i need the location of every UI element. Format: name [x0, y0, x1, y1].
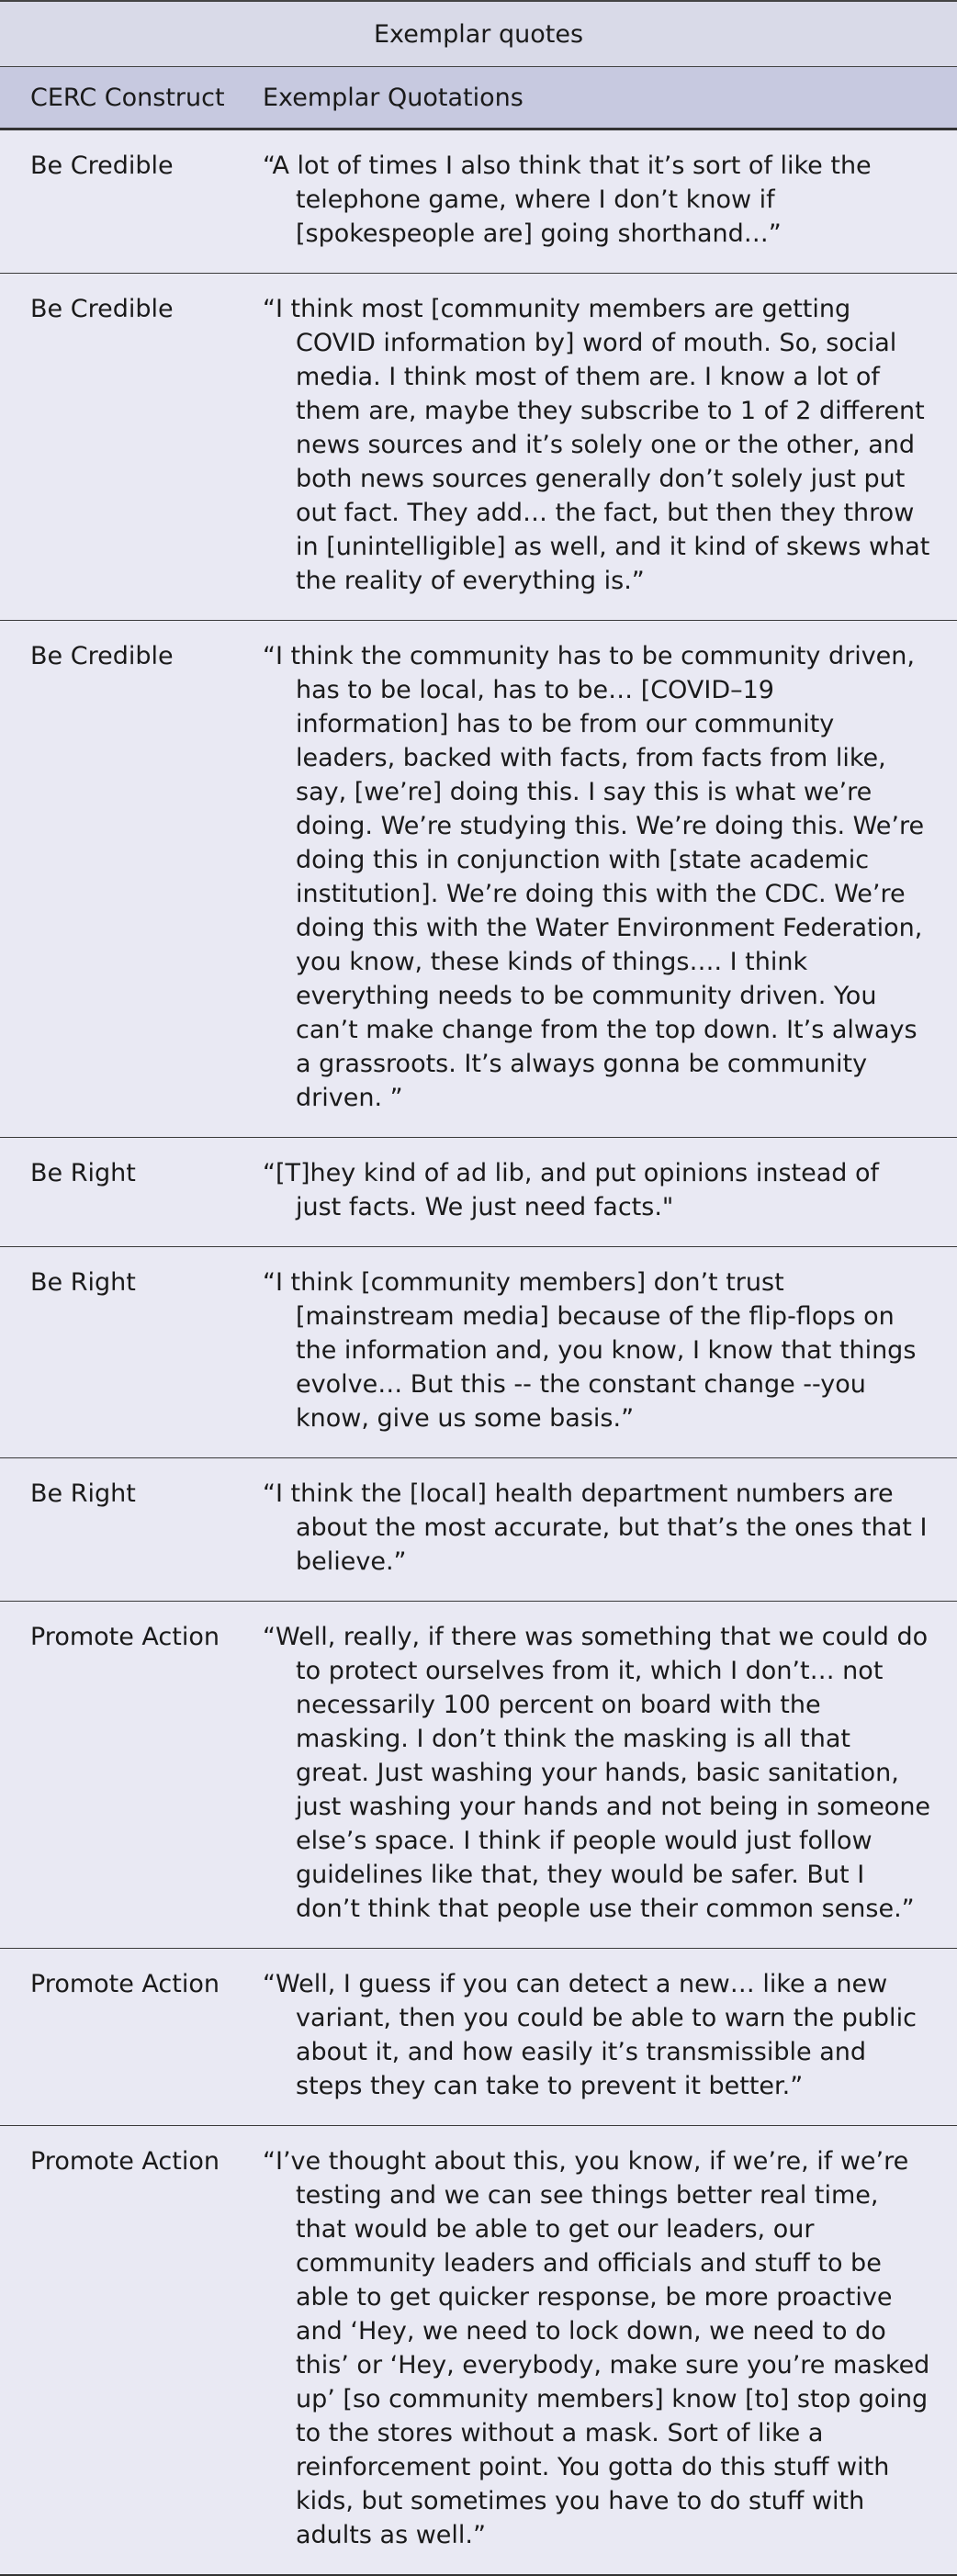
quote-text: “I think most [community members are getting COVID information by] word of mouth. So, social media. I think most of them are. I know a lot of them are, maybe they subscribe to 1 of 2 different news sources and it’s solely one or the other, and both news sources generally don’t solely just put out fact. They add… the fact, but then they throw in [unintelligible] as well, and it kind of skews what the reality of everything is.”: [263, 295, 930, 595]
quote-cell: [248, 1247, 957, 1458]
quote-text: “I think the community has to be community driven, has to be local, has to be… [COVID–19 information] has to be from our community leaders, backed with facts, from facts from like, say, [we’re] doing this. I say this is what we’re doing. We’re studying this. We’re doing this. We’re doing this in conjunction with [state academic institution]. We’re doing this with the CDC. We’re doing this with the Water Environment Federation, you know, these kinds of things…. I think everything needs to be community driven. You can’t make change from the top down. It’s always a grassroots. It’s always gonna be community driven. ”: [263, 642, 925, 1112]
quote-text: “I think the [local] health department numbers are about the most accurate, but that’s the ones that I believe.”: [263, 1479, 928, 1576]
quote-cell: [248, 1949, 957, 2126]
quote-cell: [248, 1458, 957, 1602]
table-row: [0, 2126, 957, 2576]
quote-cell: [248, 1138, 957, 1247]
column-header-construct: CERC Construct: [0, 67, 248, 129]
quote-text: “Well, I guess if you can detect a new… like a new variant, then you could be able to warn the public about it, and how easily it’s transmissible and steps they can take to prevent it better.”: [263, 1970, 917, 2100]
quote-cell: [248, 1602, 957, 1949]
table-row: [0, 1138, 957, 1247]
construct-cell: Be Credible: [0, 129, 248, 274]
construct-cell: Promote Action: [0, 2126, 248, 2576]
construct-cell: Promote Action: [0, 1602, 248, 1949]
quote-text: “[T]hey kind of ad lib, and put opinions instead of just facts. We just need facts.": [263, 1159, 880, 1221]
table-row: [0, 129, 957, 274]
construct-cell: Be Right: [0, 1458, 248, 1602]
construct-cell: Be Right: [0, 1247, 248, 1458]
construct-cell: Be Right: [0, 1138, 248, 1247]
table-header-row: [0, 67, 957, 129]
quote-cell: [248, 274, 957, 621]
quote-text: “I think [community members] don’t trust [mainstream media] because of the flip-flops on the information and, you know, I know that things evolve… But this -- the constant change --you know, give us some basis.”: [263, 1268, 917, 1433]
table-row: [0, 1949, 957, 2126]
quote-text: “I’ve thought about this, you know, if we’re, if we’re testing and we can see things better real time, that would be able to get our leaders, our community leaders and officials and stuff to be able to get quicker response, be more proactive and ‘Hey, we need to lock down, we need to do this’ or ‘Hey, everybody, make sure you’re masked up’ [so community members] know [to] stop going to the stores without a mask. Sort of like a reinforcement point. You gotta do this stuff with kids, but sometimes you have to do stuff with adults as well.”: [263, 2147, 930, 2549]
quote-text: “Well, really, if there was something that we could do to protect ourselves from it, which I don’t… not necessarily 100 percent on board with the masking. I don’t think the masking is all that great. Just washing your hands, basic sanitation, just washing your hands and not being in someone else’s space. I think if people would just follow guidelines like that, they would be safer. But I don’t think that people use their common sense.”: [263, 1623, 931, 1923]
table-row: [0, 621, 957, 1138]
table-caption: Exemplar quotes: [0, 1, 957, 67]
construct-cell: Be Credible: [0, 621, 248, 1138]
table-row: [0, 274, 957, 621]
table-caption-row: [0, 1, 957, 67]
quote-cell: [248, 621, 957, 1138]
column-header-quotations: Exemplar Quotations: [248, 67, 957, 129]
quote-cell: [248, 129, 957, 274]
construct-cell: Promote Action: [0, 1949, 248, 2126]
quote-text: “A lot of times I also think that it’s sort of like the telephone game, where I don’t know if [spokespeople are] going shorthand…”: [263, 152, 872, 248]
construct-cell: Be Credible: [0, 274, 248, 621]
table-row: [0, 1602, 957, 1949]
table-row: [0, 1247, 957, 1458]
table-row: [0, 1458, 957, 1602]
quote-cell: [248, 2126, 957, 2576]
